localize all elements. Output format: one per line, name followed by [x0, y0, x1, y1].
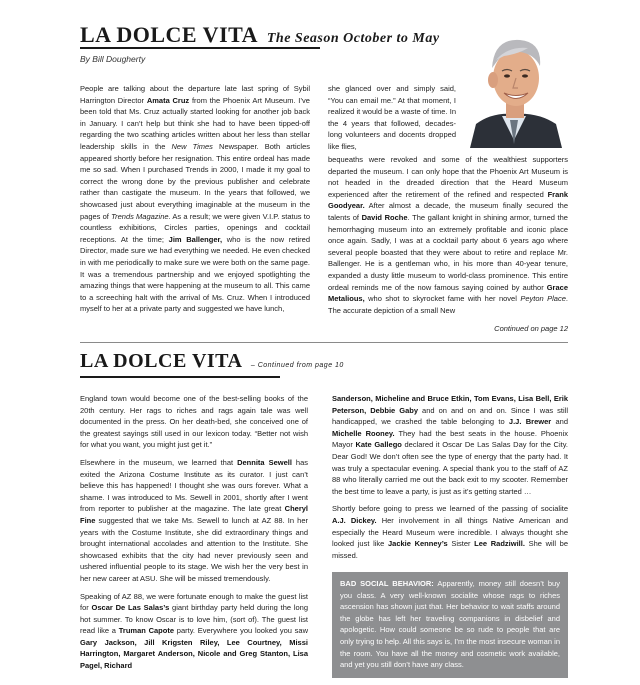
name-highlight: Kate Gallego [355, 440, 402, 450]
name-highlight: David Roche [361, 212, 408, 222]
bad-social-behavior-sidebar [332, 572, 568, 678]
name-highlight: Frank Goodyear. [328, 189, 568, 211]
body-text: giant birthday party held during the long hot summer. To know Oscar is to love him, (sort of). The guest list read like a [80, 603, 309, 636]
body-text: Shortly before going to press we learned of the passing of socialite [332, 504, 568, 514]
body-text: As a result; we were given V.I.P. status to countless exhibitions, Circles parties, openings and cocktail receptions. At the time; [80, 211, 310, 244]
article-column-4 [332, 393, 568, 567]
body-text: Newspaper. Both articles appeared shortly before her resignation. This entire ordeal has made me so sad. When I purchased Trends in 2000, I made it my goal to correct the wrong done by the previous publisher and celebrate rather than castigate the museum. In the years that followed, we showcased just about everything imaginable at the museum in the pages of [80, 141, 310, 221]
name-highlight: Cheryl Fine [80, 504, 308, 525]
body-text: suggested that we take Ms. Sewell to lunch at AZ 88. In her years with the Costume Institute, she did extraordinary things and brought international accolades and attention to the Institute. She showcased exhibits that the city had never previously seen and ushered influential people to its stage. We wish her the very best in her new career at ASU. She will be missed tremendously. [80, 515, 308, 583]
article-column-2-bottom [328, 154, 568, 316]
paragraph [328, 154, 568, 316]
paragraph [80, 83, 310, 315]
article-column-2-top [328, 83, 456, 153]
portrait-photo [462, 20, 568, 148]
italic-text: Peyton Place [520, 294, 566, 304]
name-highlight: Grace Metalious, [328, 282, 568, 304]
article-column-1 [80, 83, 310, 315]
body-text: . The accurate depiction of a small New [328, 294, 568, 315]
body-text: England town would become one of the best-selling books of the 20th century. Her rags to riches and rags again tale was well documented in the press. On her death-bed, she conceived one of the greatest sayings still used in our lexicon today. “Better not wish for what you want, you might just get it.” [80, 394, 308, 450]
body-text: Apparently, money still doesn’t buy you class. A very well-known socialite whose rags to riches ascension has shown just that. Her behavior to wait staffs around the globe has left her traveling companions in disbelief and apologetic. How could someone be so rude to people that are only trying to help. All this says is, I’m the most insecure woman in the room. You have all the money and cosmetic work available, and yet you still don’t have any class. [340, 579, 560, 670]
paragraph [332, 503, 568, 561]
name-highlight: Jim Ballenger, [168, 234, 223, 244]
body-text: She will be missed. [332, 539, 569, 560]
paragraph [80, 457, 308, 585]
name-highlight: Jackie Kenney’s [388, 539, 448, 549]
headline-subtitle: The Season October to May [266, 31, 440, 46]
headline-text: LA DOLCE VITA [80, 22, 257, 47]
paragraph [80, 393, 308, 451]
article-column-3 [80, 393, 308, 678]
name-highlight: BAD SOCIAL BEHAVIOR: [340, 579, 434, 588]
body-text: Elsewhere in the museum, we learned that [80, 457, 238, 467]
section-title-text: LA DOLCE VITA [80, 350, 242, 372]
body-text: and [551, 417, 568, 427]
name-highlight: Truman Capote [118, 626, 175, 636]
name-highlight: Gary Jackson, Jill Krigsten Riley, Lee Courtney, Missi Harrington, Margaret Anderson, Nicole and Greg Stanton, Lisa Pagel, Richard [80, 637, 308, 671]
continued-on-note: Continued on page 12 [494, 324, 568, 333]
name-highlight: Sanderson, Micheline and Bruce Etkin, Tom Evans, Lisa Bell, Erik Peterson, Debbie Gaby [332, 394, 568, 415]
body-text: from the Phoenix Art Museum. I’ve been told that Ms. Cruz actually started looking for another job back in January. I can’t help but think she had to have been tipped-off regarding the two scathing articles written about her less than stellar leadership skills in the [80, 95, 310, 151]
body-text: has exited the Arizona Costume Institute as its curator. I just can’t believe this has happened! I thought she was ours forever. What a shame. I was introduced to Ms. Sewell in 2001, shortly after I went from reporter to publisher at the magazine. The late great [80, 457, 308, 514]
page-title [80, 22, 440, 48]
body-text: . The gallant knight in shining armor, turned the hemorrhaging museum into an extremely profitable and iconic place once again. Sadly, I was at a cocktail party about 6 years ago where several people boasted that they were about to retire and replace Mr. Ballenger. He is a gentleman who, in his more than 40-year tenure, expanded a dusty little museum to world-class prominence. This entire ordeal reminds me of the now famous saying coined by author [328, 212, 568, 292]
body-text: she glanced over and simply said, “You can email me.” At that moment, I realized it would be a waste of time. In the 4 years that followed, decades-long volunteers and docents dropped like flies, [328, 84, 456, 151]
name-highlight: Michelle Rooney. [332, 428, 395, 438]
body-text: Her involvement in all things Native American and especially the Heard Museum were incredible. I always thought she looked just like [332, 515, 568, 549]
section-rule [80, 376, 280, 378]
continued-from-note: – Continued from page 10 [250, 362, 344, 369]
body-text: After almost a decade, the museum finally secured the talents of [328, 201, 568, 222]
section-rule-top [80, 342, 568, 343]
paragraph [340, 578, 560, 671]
body-text: who is the now retired Director, made sure we had everything we needed. He even checked in with me periodically to make sure we were both on the same page. It was a tremendous partnership and we enjoyed spotlighting the amazing things that were happening at the museum to all. This came to a screeching halt with the arrival of Ms. Cruz. When I introduced myself to her at a private party and suggested we have lunch, [80, 234, 311, 314]
body-text: bequeaths were revoked and some of the wealthiest supporters departed the museum. I can only hope that the Phoenix Art Museum is not headed in the dreaded direction that the Heard Museum experienced after the retirement of the refined and respected [328, 155, 568, 199]
body-text: declared it Oscar De Las Salas Day for the City. Dear God! We don’t often see the type of energy that the party had. It was truly a spectacular evening. A special thank you to the staff of AZ 88 who literally carried me out the back exit to my scooter. Remember the best time to leave a party, is just as it’s getting started … [332, 440, 568, 496]
name-highlight: Oscar De Las Salas’s [91, 603, 170, 613]
name-highlight: Lee Radziwill. [474, 539, 525, 549]
section-title [80, 350, 344, 373]
paragraph [332, 393, 568, 497]
name-highlight: A.J. Dickey. [332, 515, 377, 525]
body-text: Sister [447, 539, 475, 549]
paragraph [80, 591, 308, 672]
byline: By Bill Dougherty [80, 54, 146, 64]
italic-text: Trends Magazine. [111, 211, 171, 221]
paragraph [328, 83, 456, 153]
body-text: People are talking about the departure late last spring of Sybil Harrington Director [80, 84, 310, 105]
body-text: and on and on and on. Since I was still handicapped, we crashed the table belonging to [332, 405, 568, 427]
italic-text: New Times [171, 141, 213, 151]
header-rule [80, 47, 320, 49]
body-text: Speaking of AZ 88, we were fortunate enough to make the guest list for [80, 591, 308, 613]
body-text: party. Everywhere you looked you saw [174, 626, 309, 636]
name-highlight: Amata Cruz [146, 95, 190, 105]
name-highlight: J.J. Brewer [508, 417, 552, 427]
name-highlight: Dennita Sewell [237, 457, 292, 467]
portrait-illustration [462, 20, 568, 148]
body-text: They had the best seats in the house. Phoenix Mayor [332, 428, 568, 450]
body-text: who shot to skyrocket fame with her novel [364, 294, 521, 304]
